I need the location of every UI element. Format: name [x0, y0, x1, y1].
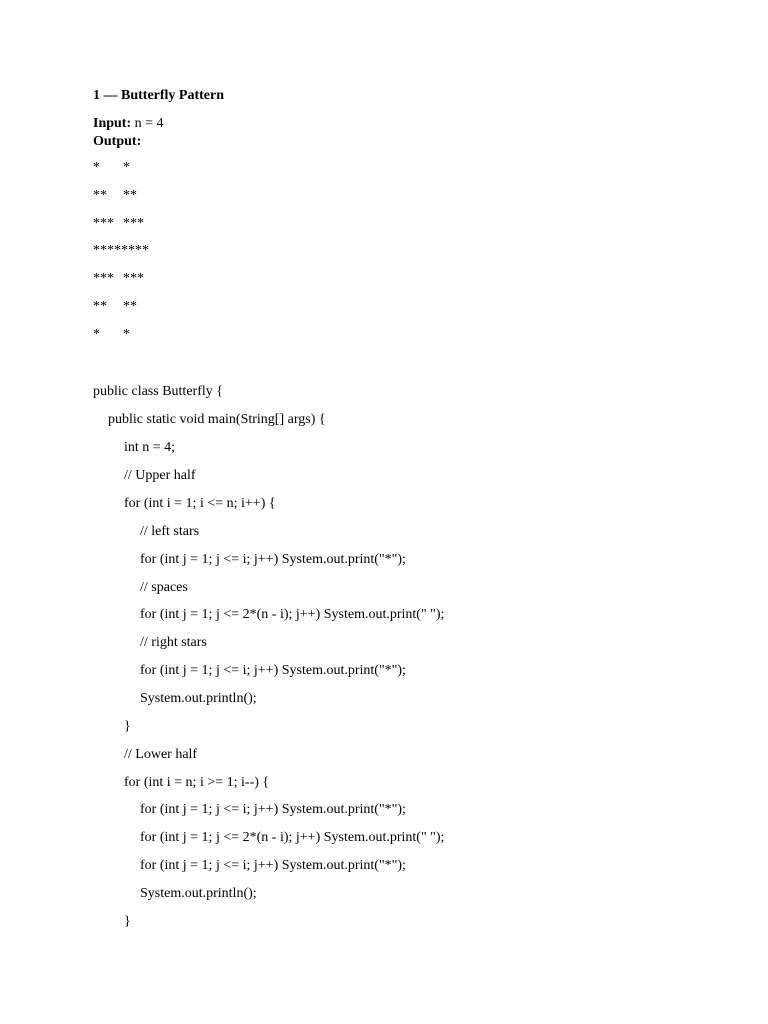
code-line: System.out.println();	[140, 886, 257, 901]
code-line: int n = 4;	[124, 440, 176, 455]
code-line: }	[124, 914, 131, 929]
output-label: Output:	[93, 134, 142, 149]
code-line: for (int j = 1; j <= 2*(n - i); j++) System.out.print(" ");	[140, 607, 445, 622]
code-line: for (int i = n; i >= 1; i--) {	[124, 775, 270, 790]
code-line: for (int j = 1; j <= i; j++) System.out.print("*");	[140, 802, 406, 817]
code-line: // spaces	[140, 580, 188, 595]
code-line: // Lower half	[124, 747, 198, 762]
code-line: public class Butterfly {	[93, 384, 223, 399]
code-line: // left stars	[140, 524, 200, 539]
code-line: // Upper half	[124, 468, 196, 483]
code-line: for (int i = 1; i <= n; i++) {	[124, 496, 276, 511]
input-line	[93, 115, 164, 133]
pattern-row: * *	[93, 327, 130, 342]
code-line: for (int j = 1; j <= i; j++) System.out.print("*");	[140, 858, 406, 873]
input-label: Input:	[93, 116, 132, 131]
pattern-row: *** ***	[93, 271, 144, 286]
code-line: for (int j = 1; j <= i; j++) System.out.print("*");	[140, 552, 406, 567]
code-line: for (int j = 1; j <= i; j++) System.out.print("*");	[140, 663, 406, 678]
pattern-row: ** **	[93, 299, 137, 314]
page-title: 1 — Butterfly Pattern	[93, 88, 225, 103]
code-line: public static void main(String[] args) {	[108, 412, 326, 427]
pattern-row: ********	[93, 243, 149, 258]
code-line: // right stars	[140, 635, 207, 650]
pattern-row: *** ***	[93, 216, 144, 231]
pattern-row: ** **	[93, 188, 137, 203]
input-value: n = 4	[131, 116, 164, 131]
code-line: for (int j = 1; j <= 2*(n - i); j++) System.out.print(" ");	[140, 830, 445, 845]
code-line: System.out.println();	[140, 691, 257, 706]
code-line: }	[124, 719, 131, 734]
pattern-row: * *	[93, 160, 130, 175]
